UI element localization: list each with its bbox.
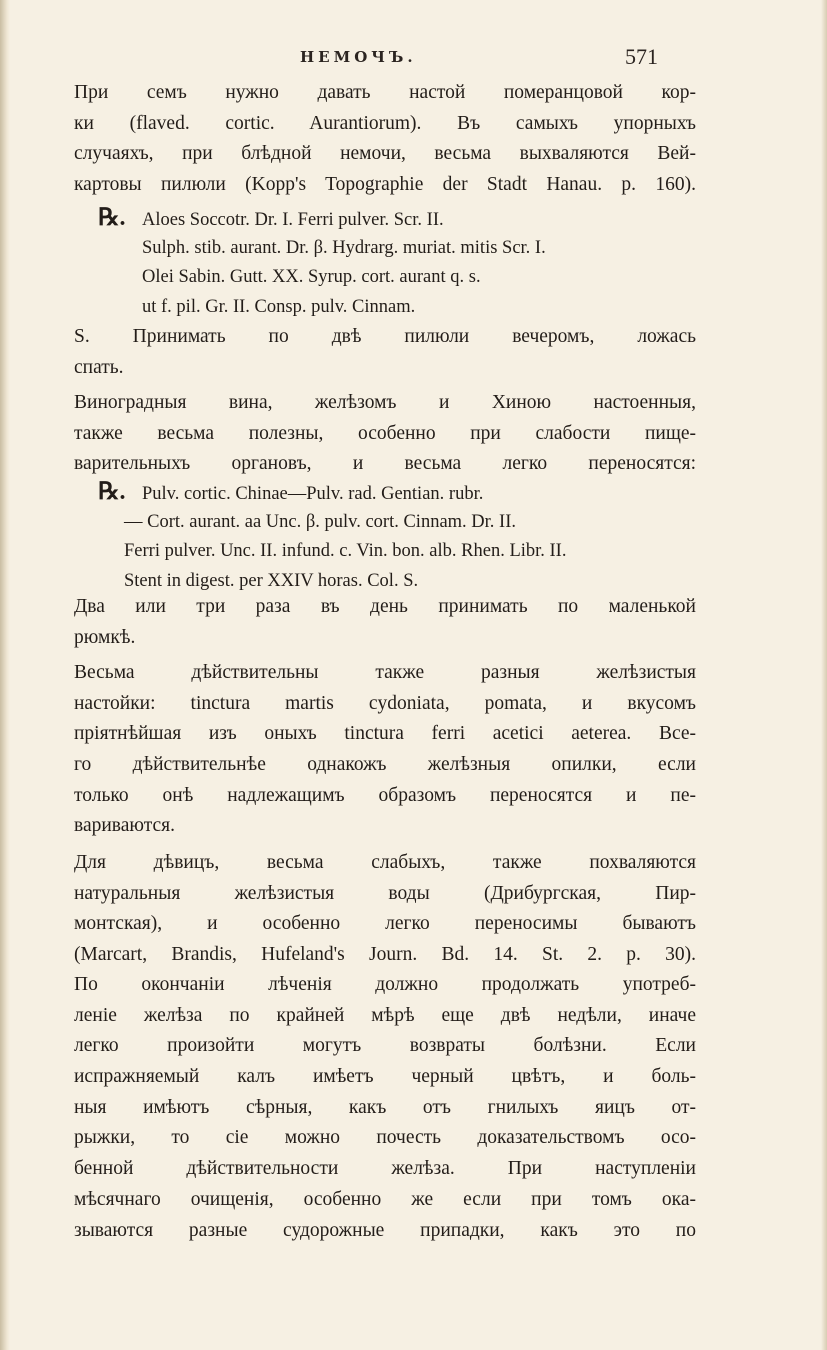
recipe-line: Stent in digest. per XXIV horas. Col. S.	[124, 570, 419, 591]
text-line: Два или три раза въ день принимать по маленькой	[74, 596, 696, 617]
text-line: Весьма дѣйствительны также разныя желѣзистыя	[74, 662, 696, 683]
text-line: При семъ нужно давать настой померанцовой кор-	[74, 82, 696, 103]
recipe-line: Sulph. stib. aurant. Dr. β. Hydrarg. muriat. mitis Scr. I.	[142, 237, 546, 258]
text-line: случаяхъ, при блѣдной немочи, весьма выхваляются Вей-	[74, 143, 696, 165]
text-line: ныя имѣютъ сѣрныя, какъ отъ гнилыхъ яицъ от-	[74, 1096, 696, 1118]
paragraph-tinctures	[74, 658, 696, 842]
recipe-wine	[74, 478, 696, 596]
recipe-symbol: ℞.	[98, 479, 126, 505]
recipe-text: Aloes Soccotr. Dr. I. Ferri pulver. Scr. II.	[142, 210, 444, 230]
text-line: леніе желѣза по крайней мѣрѣ еще двѣ недѣли, иначе	[74, 1004, 696, 1026]
recipe-line: ut f. pil. Gr. II. Consp. pulv. Cinnam.	[142, 296, 416, 317]
text-line: рыжки, то сіе можно почесть доказательствомъ осо-	[74, 1127, 696, 1149]
recipe-line: Ferri pulver. Unc. II. infund. c. Vin. bon. alb. Rhen. Libr. II.	[124, 541, 567, 562]
text-line: картовы пилюли (Kopp's Topographie der Stadt Hanau. p. 160).	[74, 174, 696, 196]
paragraph-intro	[74, 78, 696, 201]
page-number: 571	[625, 44, 658, 69]
paragraph-continuation	[74, 970, 696, 1246]
recipe-symbol: ℞.	[98, 205, 126, 231]
text-line: натуральныя желѣзистыя воды (Дрибургская, Пир-	[74, 882, 696, 904]
recipe-line	[74, 478, 696, 508]
recipe-line: — Cort. aurant. aa Unc. β. pulv. cort. Cinnam. Dr. II.	[124, 511, 516, 532]
text-line: варительныхъ органовъ, и весьма легко переносятся:	[74, 453, 696, 475]
recipe-line: Olei Sabin. Gutt. XX. Syrup. cort. aurant q. s.	[142, 267, 481, 288]
text-line: По окончаніи лѣченія должно продолжать употреб-	[74, 974, 696, 995]
text-line: S. Принимать по двѣ пилюли вечеромъ, ложась	[74, 326, 696, 347]
text-line: вариваются.	[74, 815, 175, 837]
text-line: легко произойти могутъ возвраты болѣзни. Если	[74, 1035, 696, 1057]
text-line: испражняемый калъ имѣетъ черный цвѣтъ, и боль-	[74, 1066, 696, 1088]
text-line: мѣсячнаго очищенія, особенно же если при томъ ока-	[74, 1188, 696, 1210]
text-line: Для дѣвицъ, весьма слабыхъ, также похваляются	[74, 852, 696, 873]
recipe-line	[74, 204, 696, 234]
text-line: спать.	[74, 356, 124, 378]
text-line: бенной дѣйствительности желѣза. При наступленіи	[74, 1158, 696, 1180]
paragraph-signa	[74, 322, 696, 383]
text-line: зываются разные судорожные припадки, какъ это по	[74, 1219, 696, 1241]
page-gutter-left	[0, 0, 10, 1350]
text-line: ки (flaved. cortic. Aurantiorum). Въ самыхъ упорныхъ	[74, 112, 696, 134]
text-line: рюмкѣ.	[74, 626, 136, 648]
running-head	[0, 44, 827, 70]
text-line: пріятнѣйшая изъ оныхъ tinctura ferri acetici aeterea. Все-	[74, 723, 696, 745]
paragraph-wine	[74, 388, 696, 480]
running-title: НЕМОЧЪ.	[300, 48, 417, 66]
text-line: (Marcart, Brandis, Hufeland's Journ. Bd. 14. St. 2. p. 30).	[74, 944, 696, 966]
paragraph-mineral-waters	[74, 848, 696, 971]
text-line: настойки: tinctura martis cydoniata, pomata, и вкусомъ	[74, 692, 696, 714]
text-line: Виноградныя вина, желѣзомъ и Хиною настоенныя,	[74, 392, 696, 413]
text-line: монтская), и особенно легко переносимы бываютъ	[74, 913, 696, 935]
recipe-text: Pulv. cortic. Chinae—Pulv. rad. Gentian. rubr.	[142, 484, 484, 504]
text-line: также весьма полезны, особенно при слабости пище-	[74, 422, 696, 444]
page-edge-right	[821, 0, 827, 1350]
text-line: го дѣйствительнѣе однакожъ желѣзныя опилки, если	[74, 754, 696, 776]
paragraph-dose	[74, 592, 696, 653]
text-line: только онѣ надлежащимъ образомъ переносятся и пе-	[74, 784, 696, 806]
recipe-pills	[74, 204, 696, 322]
